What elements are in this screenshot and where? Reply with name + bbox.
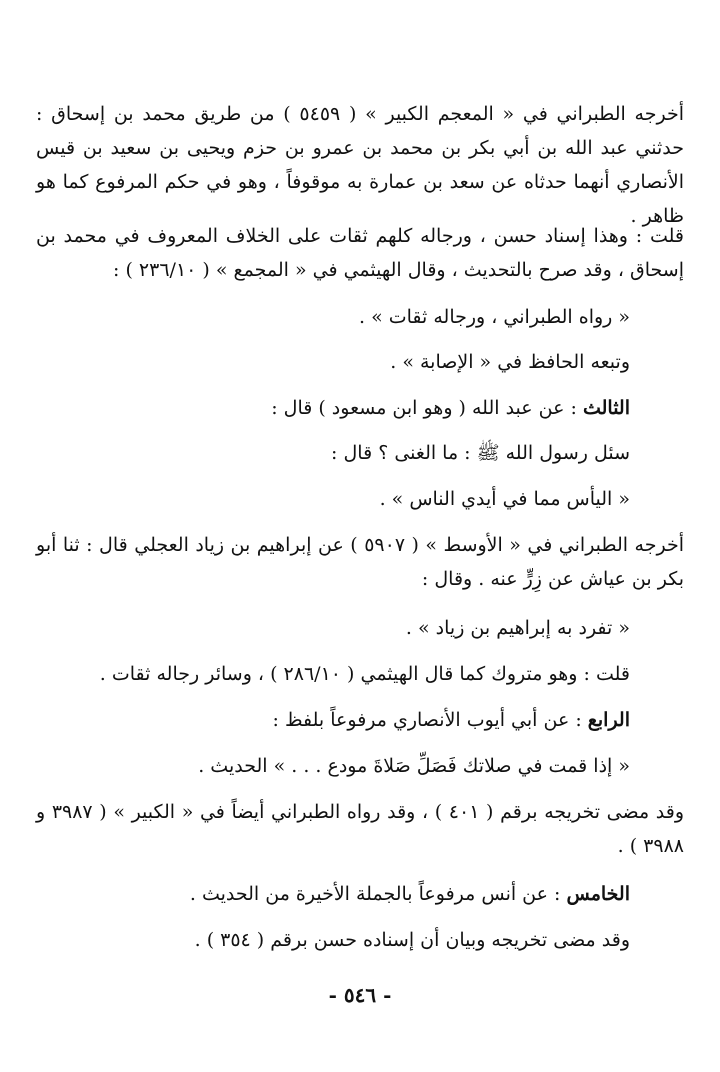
- paragraph-matruk: قلت : وهو متروك كما قال الهيثمي ( ٢٨٦/١٠ ) ، وسائر رجاله ثقات .: [99, 663, 630, 685]
- heading-fifth-narration: [36, 877, 630, 911]
- label-fourth: الرابع: [587, 709, 630, 731]
- paragraph-qad-mada-401: وقد مضى تخريجه برقم ( ٤٠١ ) ، وقد رواه الطبراني أيضاً في « الكبير » ( ٣٩٨٧ و ٣٩٨٨ ) .: [36, 801, 684, 857]
- paragraph-takhrij-tabarani-kabir: أخرجه الطبراني في « المعجم الكبير » ( ٥٤٥٩ ) من طريق محمد بن إسحاق : حدثني عبد الله بن أبي بكر بن محمد بن عمرو بن حزم ويحيى بن سعيد بن قيس الأنصاري أنهما حدثاه عن سعد بن عمارة به موقوفاً ، وهو في حكم المرفوع كما هو ظاهر .: [36, 103, 684, 227]
- quote-rijaluhu-thiqat: « رواه الطبراني ، ورجاله ثقات » .: [359, 306, 630, 328]
- heading-fourth-narration: [36, 703, 630, 737]
- label-third: الثالث: [582, 397, 630, 419]
- quote-idha-qumta: « إذا قمت في صلاتك فَصَلِّ صَلاةَ مودع . . . » الحديث .: [198, 755, 630, 777]
- quote-tafarrada-bihi: « تفرد به إبراهيم بن زياد » .: [405, 617, 630, 639]
- paragraph-qad-mada-354: وقد مضى تخريجه وبيان أن إسناده حسن برقم ( ٣٥٤ ) .: [194, 929, 630, 951]
- page-number: - ٥٤٦ -: [328, 983, 392, 1007]
- fifth-text: : عن أنس مرفوعاً بالجملة الأخيرة من الحديث .: [189, 883, 567, 905]
- quote-al-yas: « اليأس مما في أيدي الناس » .: [379, 488, 630, 510]
- fourth-text: : عن أبي أيوب الأنصاري مرفوعاً بلفظ :: [272, 709, 588, 731]
- paragraph-qultu-isnad-hasan: قلت : وهذا إسناد حسن ، ورجاله كلهم ثقات على الخلاف المعروف في محمد بن إسحاق ، وقد صرح بالتحديث ، وقال الهيثمي في « المجمع » ( ٢٣٦/١٠ ) :: [36, 225, 684, 281]
- third-text: : عن عبد الله ( وهو ابن مسعود ) قال :: [271, 397, 583, 419]
- paragraph-tabi-ahu-al-hafiz: وتبعه الحافظ في « الإصابة » .: [390, 351, 630, 373]
- label-fifth: الخامس: [566, 883, 630, 905]
- paragraph-suila-rasul: سئل رسول الله ﷺ : ما الغنى ؟ قال :: [331, 442, 630, 464]
- heading-third-narration: [36, 391, 630, 425]
- paragraph-takhrij-awsat: أخرجه الطبراني في « الأوسط » ( ٥٩٠٧ ) عن إبراهيم بن زياد العجلي قال : ثنا أبو بكر بن عياش عن زِرٍّ عنه . وقال :: [36, 534, 684, 590]
